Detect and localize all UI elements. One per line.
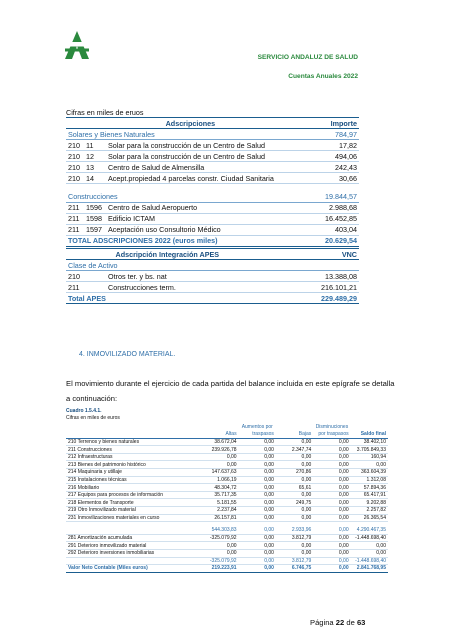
cell-value: 0,00: [201, 542, 238, 550]
table-row: [66, 542, 388, 550]
cell-value: 242,43: [315, 162, 359, 173]
cell-value: 0,00: [239, 491, 276, 499]
cell-value: 38.402,10: [351, 438, 388, 446]
cell-value: -1.448.698,40: [351, 557, 388, 565]
cell-desc: Construcciones term.: [106, 282, 269, 293]
table-row: [66, 213, 359, 224]
cell-code: 1597: [84, 224, 106, 235]
cell-value: 0,00: [239, 499, 276, 507]
column-header-adscripciones: Adscripciones: [66, 118, 315, 129]
table-row: [66, 140, 359, 151]
cell-value: 270,86: [276, 469, 313, 477]
table-row: [66, 162, 359, 173]
cell-value: 0,00: [313, 453, 350, 461]
table-row: [66, 507, 388, 515]
cell-value: 0,00: [276, 550, 313, 558]
cell-value: 0,00: [351, 542, 388, 550]
cell-value: 0,00: [239, 453, 276, 461]
cell-value: 249,75: [276, 499, 313, 507]
header-blank: [201, 423, 238, 431]
cell-account: 210 Terrenos y bienes naturales: [66, 438, 201, 446]
table-row: [66, 224, 359, 235]
table-row: [66, 499, 388, 507]
cell-value: 16.452,85: [315, 213, 359, 224]
adscripciones-table: [66, 117, 359, 247]
cell-desc: Centro de Salud Aeropuerto: [106, 202, 315, 213]
subtotal-row: [66, 557, 388, 565]
cell-value: 0,00: [239, 476, 276, 484]
table-row: [66, 173, 359, 184]
section-title: Solares y Bienes Naturales: [66, 129, 315, 140]
cell-value: 48.304,72: [201, 484, 238, 492]
cell-value: 0,00: [276, 438, 313, 446]
cell-account: 291 Deterioro inmovilizado material: [66, 542, 201, 550]
footer-page: 22: [335, 618, 345, 627]
table-row: [66, 514, 388, 522]
cell-account: 211: [66, 224, 84, 235]
cell-value: 0,00: [239, 534, 276, 542]
table-row: [66, 484, 388, 492]
cell-value: 0,00: [239, 557, 276, 565]
table-row: [66, 461, 388, 469]
cell-account: 210: [66, 271, 106, 282]
table-row: [66, 271, 359, 282]
cell-value: 0,00: [313, 484, 350, 492]
cell-value: 2.237,84: [201, 507, 238, 515]
table-header-row-top: [66, 423, 388, 431]
table-row: [66, 476, 388, 484]
table-header-row: [66, 118, 359, 129]
cell-value: 0,00: [239, 514, 276, 522]
cell-value: 0,00: [313, 557, 350, 565]
cell-code: 1598: [84, 213, 106, 224]
header-org: SERVICIO ANDALUZ DE SALUD: [257, 54, 358, 61]
header-disminuciones: Disminuciones: [315, 423, 349, 430]
column-header-traspasos: traspasos: [239, 431, 276, 439]
cell-account: 219 Otro Inmovilizado material: [66, 507, 201, 515]
column-header-saldo-final: Saldo final: [351, 431, 388, 439]
cell-value: 0,00: [239, 469, 276, 477]
cell-desc: Edificio ICTAM: [106, 213, 315, 224]
header-doc-title: Cuentas Anuales 2022: [288, 73, 358, 80]
cell-value: 544.303,83: [201, 527, 238, 535]
section-row-solares: [66, 129, 359, 140]
section-row-clase: [66, 260, 359, 271]
table-row: [66, 202, 359, 213]
cell-value: 0,00: [313, 476, 350, 484]
total-label: Total APES: [66, 293, 269, 304]
cell-value: 2.988,68: [315, 202, 359, 213]
cell-value: 0,00: [313, 542, 350, 550]
cell-value: 2.841.768,95: [351, 565, 388, 573]
subtotal-row: [66, 527, 388, 535]
cell-desc: Acept.propiedad 4 parcelas constr. Ciudad Sanitaria: [106, 173, 315, 184]
cell-account: 217 Equipos para procesos de información: [66, 491, 201, 499]
table-header-row: [66, 249, 359, 260]
cell-account: 281 Amortización acumulada: [66, 534, 201, 542]
total-row: [66, 293, 359, 304]
table-row: [66, 446, 388, 454]
cell-value: 17,82: [315, 140, 359, 151]
cell-value: 0,00: [239, 438, 276, 446]
cell-value: 0,00: [276, 514, 313, 522]
cell-account: 211: [66, 213, 84, 224]
cell-desc: Centro de Salud de Almensilla: [106, 162, 315, 173]
cell-value: -325.079,92: [201, 534, 238, 542]
cell-value: 26.157,81: [201, 514, 238, 522]
cell-value: -1.448.698,40: [351, 534, 388, 542]
section-total: 19.844,57: [315, 192, 359, 203]
cell-value: 0,00: [313, 565, 350, 573]
cell-value: 0,00: [201, 453, 238, 461]
cell-account: 211: [66, 282, 106, 293]
cell-value: 0,00: [276, 507, 313, 515]
cell-code: 11: [84, 140, 106, 151]
cell-value: 160,94: [351, 453, 388, 461]
total-row: [66, 565, 388, 573]
cell-value: 2.347,74: [276, 446, 313, 454]
cell-value: 0,00: [313, 469, 350, 477]
cell-value: 26.365,54: [351, 514, 388, 522]
cell-account: 210: [66, 173, 84, 184]
cell-value: 0,00: [276, 461, 313, 469]
cell-value: 0,00: [313, 507, 350, 515]
header-blank: [276, 423, 313, 431]
column-header-vnc: VNC: [269, 249, 359, 260]
cell-value: -325.079,92: [201, 557, 238, 565]
table-row: [66, 534, 388, 542]
cell-account: 213 Bienes del patrimonio histórico: [66, 461, 201, 469]
cell-account: 215 Instalaciones técnicas: [66, 476, 201, 484]
cell-value: 0,00: [313, 499, 350, 507]
cell-value: 0,00: [276, 453, 313, 461]
junta-andalucia-logo: [62, 30, 92, 60]
total-value: 229.489,29: [269, 293, 359, 304]
cell-value: 0,00: [313, 438, 350, 446]
header-blank: [351, 423, 388, 431]
inmovilizado-table: [66, 423, 388, 573]
cell-value: 65,61: [276, 484, 313, 492]
cell-value: 65.417,91: [351, 491, 388, 499]
cell-value: 3.812,79: [276, 557, 313, 565]
cell-value: 0,00: [239, 527, 276, 535]
header-aumentos: Aumentos por: [241, 423, 273, 430]
cell-account: [66, 557, 201, 565]
cell-value: 0,00: [239, 461, 276, 469]
table-row: [66, 438, 388, 446]
cell-value: 4.290.467,35: [351, 527, 388, 535]
table3-body: [66, 438, 388, 572]
table3-caption: Cuadro 1.5.4.1.: [66, 408, 102, 414]
column-header-apes: Adscripción Integración APES: [66, 249, 269, 260]
cell-value: 0,00: [351, 461, 388, 469]
cell-value: 2.933,96: [276, 527, 313, 535]
section-title: Clase de Activo: [66, 260, 359, 271]
cell-value: 0,00: [313, 461, 350, 469]
cell-value: 0,00: [313, 534, 350, 542]
cell-account: Valor Neto Contable (Miles euros): [66, 565, 201, 573]
header-blank: [66, 423, 201, 431]
cell-account: 216 Mobiliario: [66, 484, 201, 492]
table1-units: Cifras en miles de eruos: [66, 108, 144, 117]
cell-account: 218 Elementos de Transporte: [66, 499, 201, 507]
total-value: 20.629,54: [315, 235, 359, 246]
cell-account: 211: [66, 202, 84, 213]
table-row: [66, 550, 388, 558]
cell-desc: Solar para la construcción de un Centro de Salud: [106, 140, 315, 151]
cell-value: 494,06: [315, 151, 359, 162]
page-footer: [310, 618, 365, 627]
cell-value: 0,00: [239, 550, 276, 558]
column-header-bajas: Bajas: [276, 431, 313, 439]
cell-desc: Aceptación uso Consultorio Médico: [106, 224, 315, 235]
cell-value: 2.257,82: [351, 507, 388, 515]
cell-value: 0,00: [313, 514, 350, 522]
table-row: [66, 453, 388, 461]
table-row: [66, 469, 388, 477]
cell-account: 292 Deterioro inversiones inmobiliarias: [66, 550, 201, 558]
cell-value: 0,00: [276, 491, 313, 499]
cell-value: 1.066,19: [201, 476, 238, 484]
column-header-importe: Importe: [315, 118, 359, 129]
cell-value: 0,00: [239, 565, 276, 573]
cell-account: 212 Infraestructuras: [66, 453, 201, 461]
cell-account: 211 Construcciones: [66, 446, 201, 454]
cell-value: 0,00: [201, 461, 238, 469]
cell-value: 0,00: [239, 446, 276, 454]
cell-value: 0,00: [239, 507, 276, 515]
cell-value: 0,00: [239, 542, 276, 550]
cell-value: 9.202,88: [351, 499, 388, 507]
section-heading: 4. INMOVILIZADO MATERIAL.: [79, 351, 176, 358]
cell-value: 0,00: [351, 550, 388, 558]
cell-value: 3.705.849,33: [351, 446, 388, 454]
cell-value: 0,00: [201, 550, 238, 558]
cell-desc: Otros ter. y bs. nat: [106, 271, 269, 282]
cell-value: 0,00: [276, 476, 313, 484]
cell-account: 210: [66, 162, 84, 173]
cell-account: [66, 527, 201, 535]
table-row: [66, 282, 359, 293]
footer-pages: 63: [356, 618, 366, 627]
cell-value: 35.717,35: [201, 491, 238, 499]
cell-value: 0,00: [313, 446, 350, 454]
cell-value: 0,00: [313, 550, 350, 558]
cell-value: 403,04: [315, 224, 359, 235]
cell-value: 6.746,75: [276, 565, 313, 573]
total-row: [66, 235, 359, 246]
cell-code: 1596: [84, 202, 106, 213]
cell-desc: Solar para la construcción de un Centro de Salud: [106, 151, 315, 162]
section-title: Construcciones: [66, 192, 315, 203]
column-header-altas: Altas: [201, 431, 238, 439]
header-blank: [66, 431, 201, 439]
total-label: TOTAL ADSCRIPCIONES 2022 (euros miles): [66, 235, 315, 246]
cell-value: 147.637,63: [201, 469, 238, 477]
cell-value: 0,00: [239, 484, 276, 492]
column-header-por-traspasos: por traspasos: [313, 431, 350, 439]
cell-value: 219.223,91: [201, 565, 238, 573]
cell-account: 231 Inmovilizaciones materiales en curso: [66, 514, 201, 522]
cell-account: 210: [66, 140, 84, 151]
cell-value: 0,00: [276, 542, 313, 550]
spacer-cell: [66, 184, 359, 192]
cell-value: 5.181,55: [201, 499, 238, 507]
cell-account: 210: [66, 151, 84, 162]
section-total: 784,97: [315, 129, 359, 140]
cell-value: 3.812,79: [276, 534, 313, 542]
cell-value: 13.388,08: [269, 271, 359, 282]
cell-value: 239.926,78: [201, 446, 238, 454]
cell-value: 363.604,39: [351, 469, 388, 477]
apes-table: [66, 248, 359, 304]
spacer-row: [66, 184, 359, 192]
table3-units: Cifras en miles de euros: [66, 415, 120, 421]
footer-prefix: Página: [310, 618, 334, 627]
cell-value: 0,00: [313, 527, 350, 535]
table-row: [66, 491, 388, 499]
cell-code: 12: [84, 151, 106, 162]
cell-code: 14: [84, 173, 106, 184]
footer-sep: de: [346, 618, 355, 627]
cell-code: 13: [84, 162, 106, 173]
cell-value: 57.894,36: [351, 484, 388, 492]
cell-value: 1.312,08: [351, 476, 388, 484]
table-header-row: [66, 431, 388, 439]
body-paragraph: El movimiento durante el ejercicio de cada partida del balance incluida en este epígrafe se detalla a continuación:: [66, 379, 395, 403]
cell-value: 30,66: [315, 173, 359, 184]
table-row: [66, 151, 359, 162]
cell-value: 38.672,04: [201, 438, 238, 446]
section-row-construcciones: [66, 192, 359, 203]
cell-value: 216.101,21: [269, 282, 359, 293]
cell-value: 0,00: [313, 491, 350, 499]
cell-account: 214 Maquinaria y utillaje: [66, 469, 201, 477]
